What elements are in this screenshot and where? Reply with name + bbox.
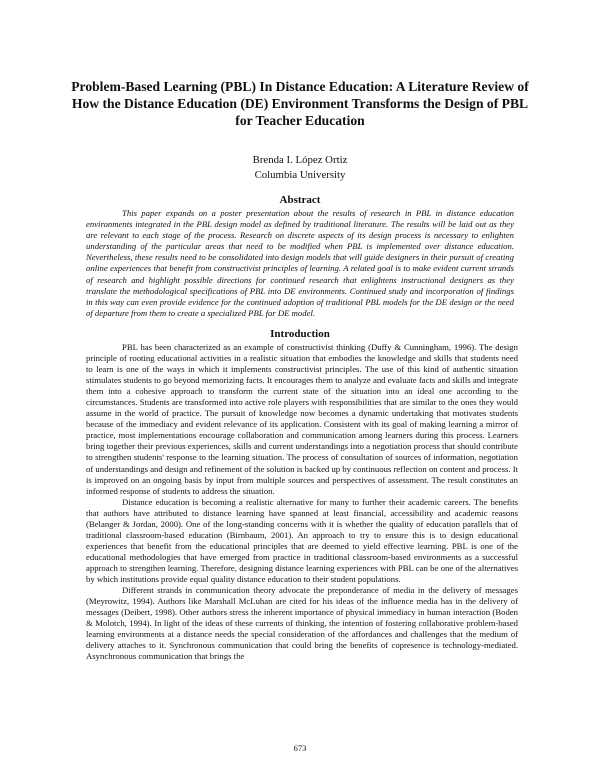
page-number: 673 (293, 743, 307, 753)
author-name: Brenda I. López Ortiz (252, 154, 348, 166)
abstract-text: This paper expands on a poster presentation about the results of research in PBL in distance education environments integrated in the PBL design model as defined by traditional literature. The results will be laid out as they are relevant to each stage of the process. Research on discrete aspects of its design process is necessary to enlighten understanding of the particular areas that need to be modified when PBL is implemented over distance education. Nevertheless, these results need to be consolidated into design models that will guide designers in their pursuit of creating online experiences that benefit from constructivist principles of learning. A related goal is to make evident current strands of research and highlight possible directions for continued research that enlightens instructional designers as they translate the methodological specifications of PBL into DE environments. Continued study and incorporation of findings in this way can even provide evidence for the continued adoption of traditional PBL models for the DE design or the need of departure from them to create a specialized PBL for DE model. (86, 208, 514, 318)
intro-paragraph-2: Distance education is becoming a realistic alternative for many to further their academic careers. The benefits that authors have attributed to distance learning have spanned at least financial, accessibility and academic reasons (Belanger & Jordan, 2000). One of the long-standing concerns with it is whether the quality of education parallels that of traditional classroom-based education (Birnbaum, 2001). An approach to try to ensure this is to design educational experiences that benefit from the educational principles that are deemed to yield effective learning. PBL is one of the educational methodologies that have emerged from practice in traditional classroom-based environments as a successful approach to strengthen learning. Therefore, designing distance learning experiences with PBL can be one of the alternatives by which institutions provide equal quality distance education to their student populations. (86, 496, 518, 584)
intro-paragraph-3: Different strands in communication theory advocate the preponderance of media in the delivery of messages (Meyrowitz, 1994). Authors like Marshall McLuhan are cited for his ideas of the influence media has in the delivery of messages (Deibert, 1998). Other authors stress the inherent importance of physical immediacy in human interaction (Boden & Molotch, 1994). In light of the ideas of these currents of thinking, the intention of fostering collaborative problem-based learning environments at a distance needs the special consideration of the affordances and challenges that the medium of delivery attaches to it. Synchronous communication that could bring the benefits of copresence is technology-mediated. Asynchronous communication that brings the (86, 585, 518, 662)
intro-paragraph-1: PBL has been characterized as an example of constructivist thinking (Duffy & Cunningham, 1996). The design principle of rooting educational activities in a realistic situation that embodies the knowledge and skills that students need to learn is one of the ways in which it implements constructivist principles. The use of this kind of authentic situation stimulates students to go beyond memorizing facts. It encourages them to analyze and evaluate facts and skills and integrate them into a cohesive approach to transform the current state of the situation into an ideal one according to the circumstances. Students are transformed into active role players with responsibilities that are similar to the ones they would assume in the world of practice. The pursuit of knowledge now becomes a dynamic undertaking that motivates students because of the immediacy and evident relevance of its application. Consistent with its goal of making learning a mirror of practice, most implementations encourage collaboration and communication among learners during this process. Learners bring together their previous experiences, skills and current understandings into a negotiation process that should contribute to strengthen students' response to the learning situation. The process of consultation of sources of information, negotiation of understandings and design and refinement of the solution is backed up by continuous reflection on content and process. It is improved on an ongoing basis by input from multiple sources and perspectives of assessment. The result constitutes an informed response of students to address the situation. (86, 342, 518, 496)
abstract-heading: Abstract (279, 194, 321, 206)
introduction-heading: Introduction (270, 328, 330, 340)
paper-title: Problem-Based Learning (PBL) In Distance Education: A Literature Review of How the Distance Education (DE) Environment Transforms the Design of PBL for Teacher Education (71, 79, 529, 128)
author-affiliation: Columbia University (254, 169, 346, 181)
introduction-body (86, 342, 518, 662)
